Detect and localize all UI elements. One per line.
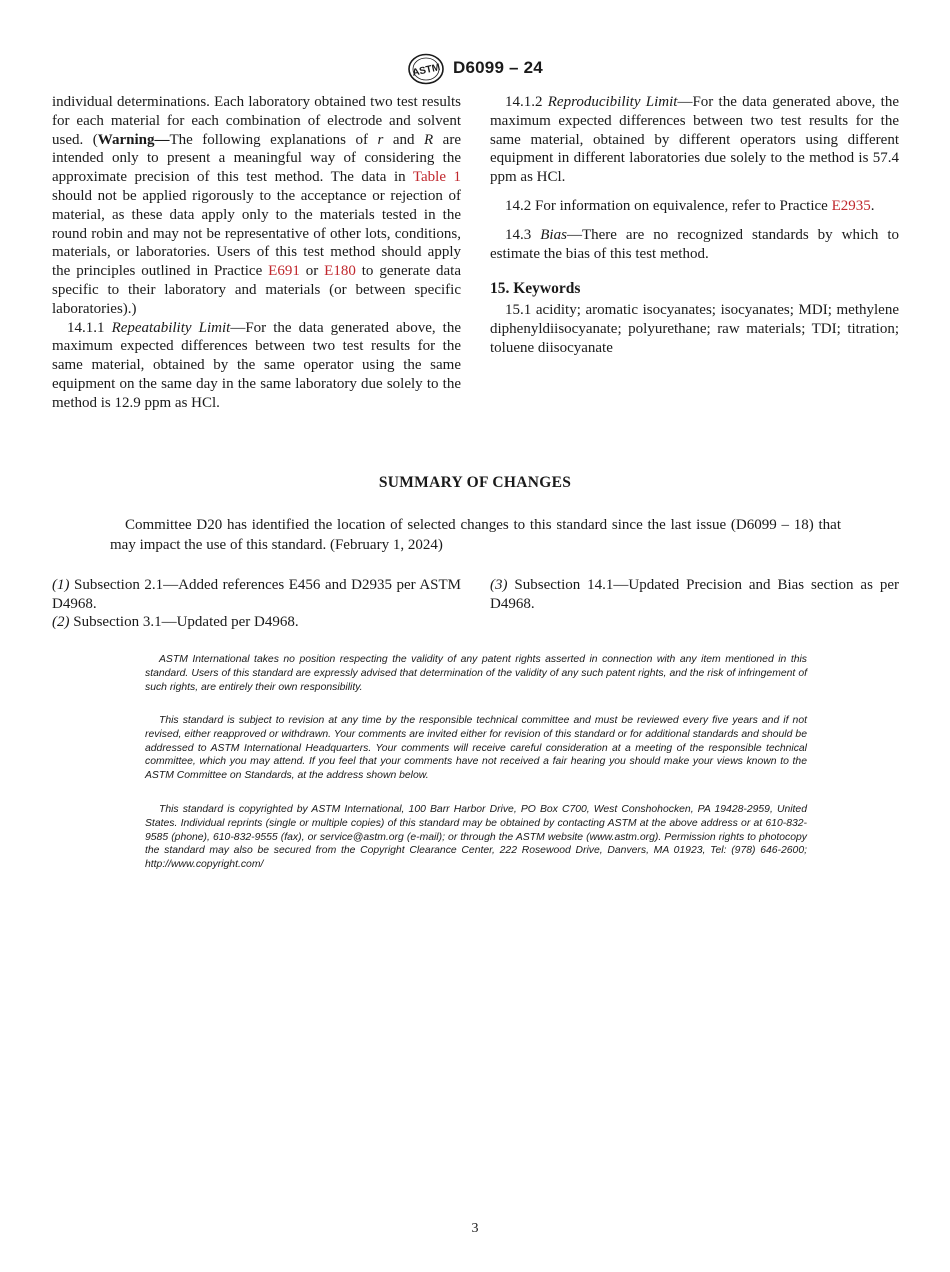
astm-logo-icon bbox=[407, 53, 445, 85]
e180-link[interactable]: E180 bbox=[324, 263, 356, 280]
revision-notice: This standard is subject to revision at any time by the responsible technical committee and must be reviewed every five years and if not revised, either reapproved or withdrawn. Your comments are invited either for revision of this standard or for additional standards and should be addressed to ASTM International Headquarters. Your comments will receive careful consideration at a meeting of the responsible technical committee, which you may attend. If you feel that your comments have not received a fair hearing you should make your views known to the ASTM Committee on Standards, at the address shown below. bbox=[145, 715, 807, 782]
document-id: D6099 – 24 bbox=[453, 58, 543, 77]
e691-link[interactable]: E691 bbox=[268, 263, 300, 280]
page-header bbox=[0, 53, 950, 85]
page-number: 3 bbox=[471, 1221, 479, 1236]
table-1-link[interactable]: Table 1 bbox=[412, 169, 461, 186]
change-item: (1) Subsection 2.1—Added references E456 and D2935 per ASTM D4968. bbox=[52, 577, 461, 612]
e2935-link[interactable]: E2935 bbox=[831, 197, 871, 214]
reproducibility-paragraph: 14.1.2 Reproducibility Limit—For the data generated above, the maximum expected differences between two test results for the same material, obtained by different operators using different equipment in different laboratories due solely to the method is 57.4 ppm as HCl. bbox=[490, 94, 899, 186]
changes-right-column bbox=[490, 576, 899, 613]
keywords-heading: 15. Keywords bbox=[490, 280, 581, 298]
right-column bbox=[490, 93, 899, 358]
change-item: (3) Subsection 14.1—Updated Precision and Bias section as per D4968. bbox=[490, 577, 899, 612]
copyright-notice: This standard is copyrighted by ASTM International, 100 Barr Harbor Drive, PO Box C700, West Conshohocken, PA 19428-2959, United States. Individual reprints (single or multiple copies) of this standard may be obtained by contacting ASTM at the above address or at 610-832-9585 (phone), 610-832-9555 (fax), or service@astm.org (e-mail); or through the ASTM website (www.astm.org). Permission rights to photocopy the standard may also be secured from the Copyright Clearance Center, 222 Rosewood Drive, Danvers, MA 01923, Tel: (978) 646-2600; http://www.copyright.com/ bbox=[145, 804, 807, 871]
repeatability-paragraph: 14.1.1 Repeatability Limit—For the data generated above, the maximum expected differences between two test results for the same material, obtained by the same operator using the same equipment on the same day in the same laboratory due solely to the method is 12.9 ppm as HCl. bbox=[52, 319, 461, 411]
bias-paragraph: 14.3 Bias—There are no recognized standards by which to estimate the bias of this test method. bbox=[490, 226, 900, 262]
equivalence-paragraph: 14.2 For information on equivalence, refer to Practice E2935. bbox=[505, 197, 875, 214]
change-item: (2) Subsection 3.1—Updated per D4968. bbox=[52, 614, 299, 630]
changes-left-column bbox=[52, 576, 461, 632]
keywords-paragraph: 15.1 acidity; aromatic isocyanates; isocyanates; MDI; methylene diphenyldiisocyanate; polyurethane; raw materials; TDI; titration; toluene diisocyanate bbox=[490, 302, 899, 356]
left-column bbox=[52, 93, 461, 413]
precision-paragraph: individual determinations. Each laboratory obtained two test results for each material for each combination of electrode and solvent used. (Warning—The following explanations of r and R are intended only to present a meaningful way of considering the approximate precision of this test method. The data in Table 1 should not be applied rigorously to the acceptance or rejection of material, as these data apply only to the materials tested in the round robin and may not be representative of other lots, conditions, materials, or laboratories. Users of this test method should apply the principles outlined in Practice E691 or E180 to generate data specific to their laboratory and materials (or between specific laboratories).) bbox=[52, 94, 462, 317]
summary-intro: Committee D20 has identified the location of selected changes to this standard since the last issue (D6099 – 18) that may impact the use of this standard. (February 1, 2024) bbox=[110, 517, 841, 553]
svg-text:ASTM: ASTM bbox=[411, 62, 442, 79]
summary-title: SUMMARY OF CHANGES bbox=[378, 474, 572, 491]
patent-notice: ASTM International takes no position respecting the validity of any patent rights asserted in connection with any item mentioned in this standard. Users of this standard are expressly advised that determination of the validity of any such patent rights, and the risk of infringement of such rights, are entirely their own responsibility. bbox=[145, 654, 807, 693]
